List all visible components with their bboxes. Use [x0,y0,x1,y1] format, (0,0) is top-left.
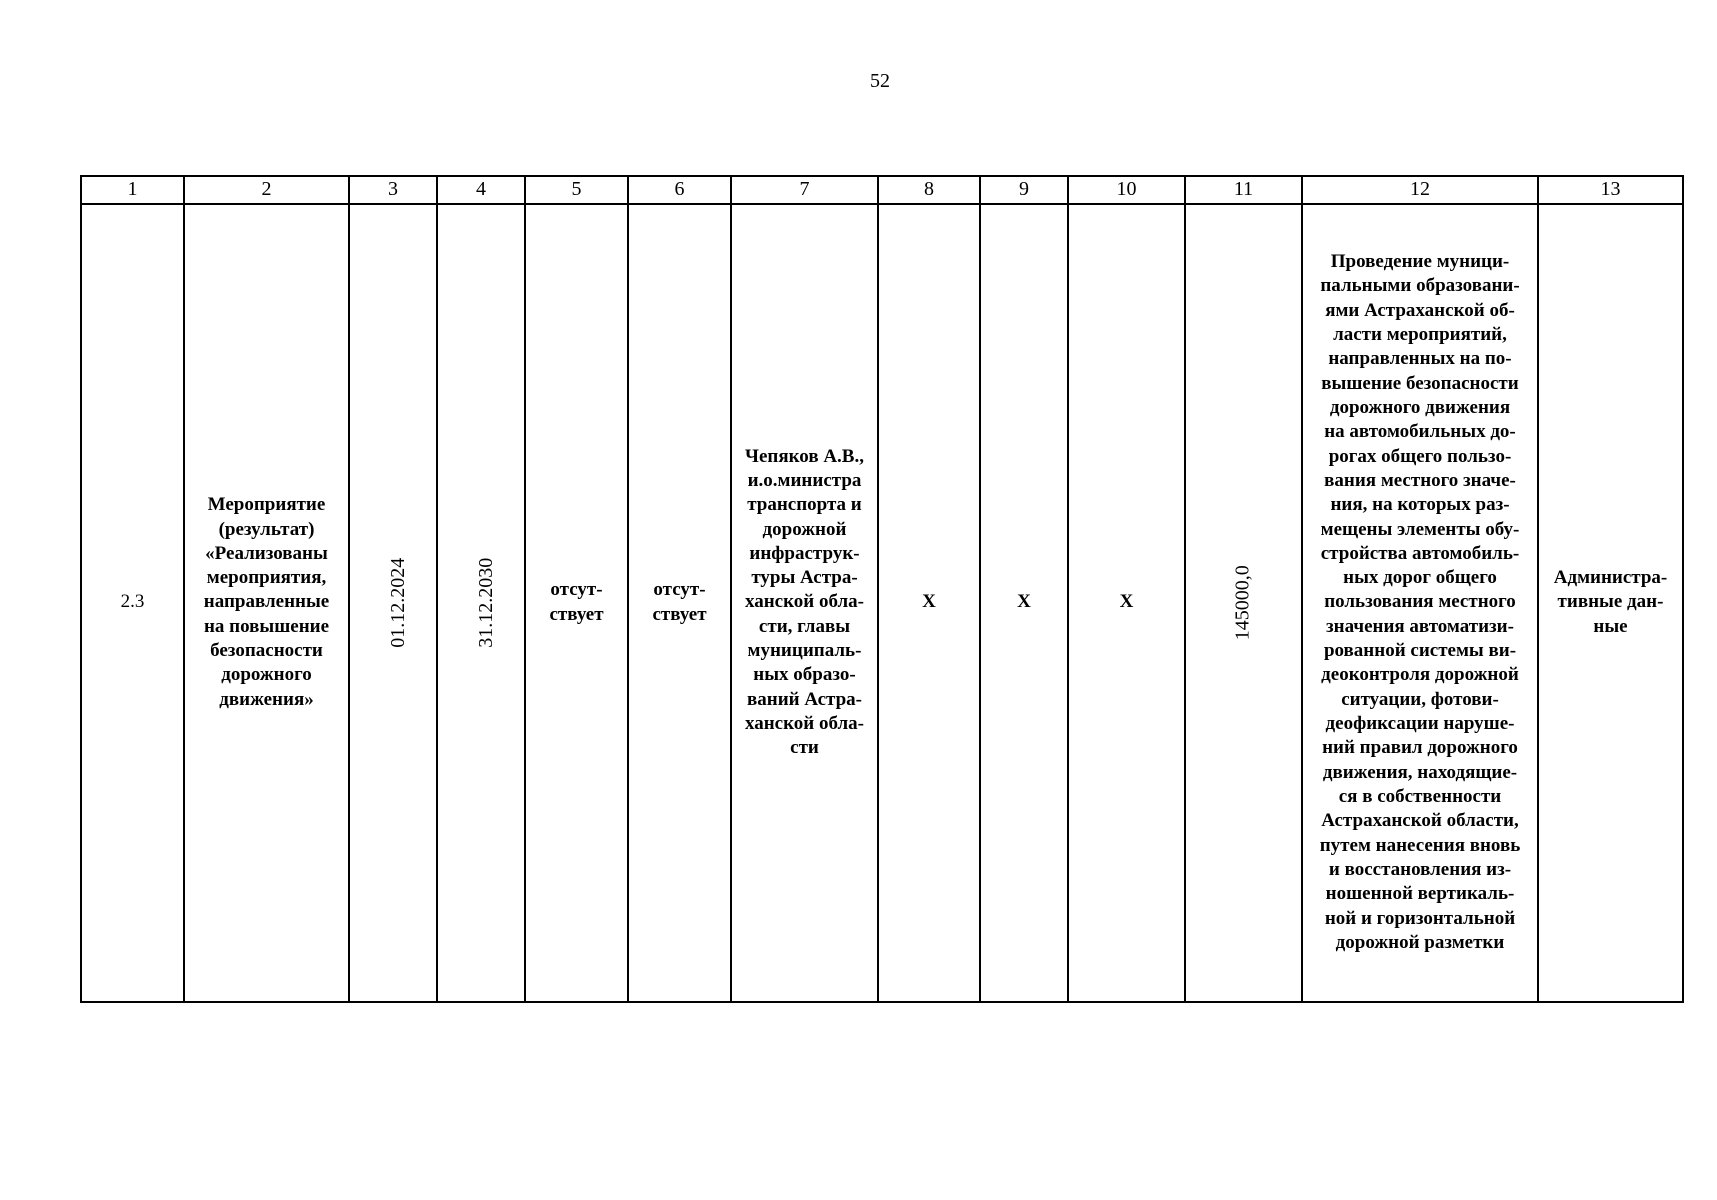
cell-description [1302,204,1538,1002]
header-col-10: 10 [1068,176,1185,204]
header-row [81,176,1683,204]
cell-responsible [731,204,878,1002]
cell-data-source-text: Администра- тивные дан- ные [1553,567,1668,637]
header-col-1: 1 [81,176,184,204]
cell-measure-text: Мероприятие (результат) «Реализованы мероприятия, направленные на повышение безопасности дорожного движения» [203,494,330,710]
cell-col-5-text: отсут- ствует [549,579,604,625]
cell-amount [1185,204,1302,1002]
header-col-13: 13 [1538,176,1683,204]
cell-col-9 [980,204,1068,1002]
end-date-text: 31.12.2030 [475,557,498,648]
cell-col-5 [525,204,628,1002]
header-col-12: 12 [1302,176,1538,204]
table-row [81,204,1683,1002]
cell-col-9-text: Х [1017,591,1031,613]
header-col-4: 4 [437,176,525,204]
cell-measure [184,204,349,1002]
cell-number-text: 2.3 [120,591,145,613]
cell-end-date [437,204,525,1002]
page-number: 52 [870,70,890,92]
cell-description-text: Проведение муници- пальными образовани- ями Астраханской об- ласти мероприятий, направленных на по- вышение безопасности дорожного движения на автомобильных до- рогах общего пользо- вания местного значе- ния, на которых раз- мещены элементы обу- стройства автомобиль- ных дорог общего пользования местного значения автоматизи- рованной системы ви- деоконтроля дорожной ситуации, фотови- деофиксации наруше- ний правил дорожного движения, находящие- ся в собственности Астраханской области, путем нанесения вновь и восстановления из- ношенной вертикаль- ной и горизонтальной дорожной разметки [1319,251,1521,953]
cell-number [81,204,184,1002]
cell-start-date [349,204,437,1002]
cell-col-10 [1068,204,1185,1002]
header-col-2: 2 [184,176,349,204]
cell-col-8 [878,204,980,1002]
cell-col-6-text: отсут- ствует [652,579,707,625]
measures-table [80,175,1684,1003]
header-col-9: 9 [980,176,1068,204]
header-col-7: 7 [731,176,878,204]
cell-col-6 [628,204,731,1002]
cell-col-10-text: Х [1119,591,1134,613]
cell-col-8-text: Х [922,591,936,613]
header-col-5: 5 [525,176,628,204]
header-col-3: 3 [349,176,437,204]
amount-text: 145000,0 [1231,565,1254,641]
header-col-6: 6 [628,176,731,204]
start-date-text: 01.12.2024 [387,557,410,648]
header-col-8: 8 [878,176,980,204]
header-col-11: 11 [1185,176,1302,204]
cell-responsible-text: Чепяков А.В., и.о.министра транспорта и дорожной инфраструк- туры Астра- ханской обла- сти, главы муниципаль- ных образо- ваний Астра- ханской обла- сти [744,445,865,759]
cell-data-source [1538,204,1683,1002]
